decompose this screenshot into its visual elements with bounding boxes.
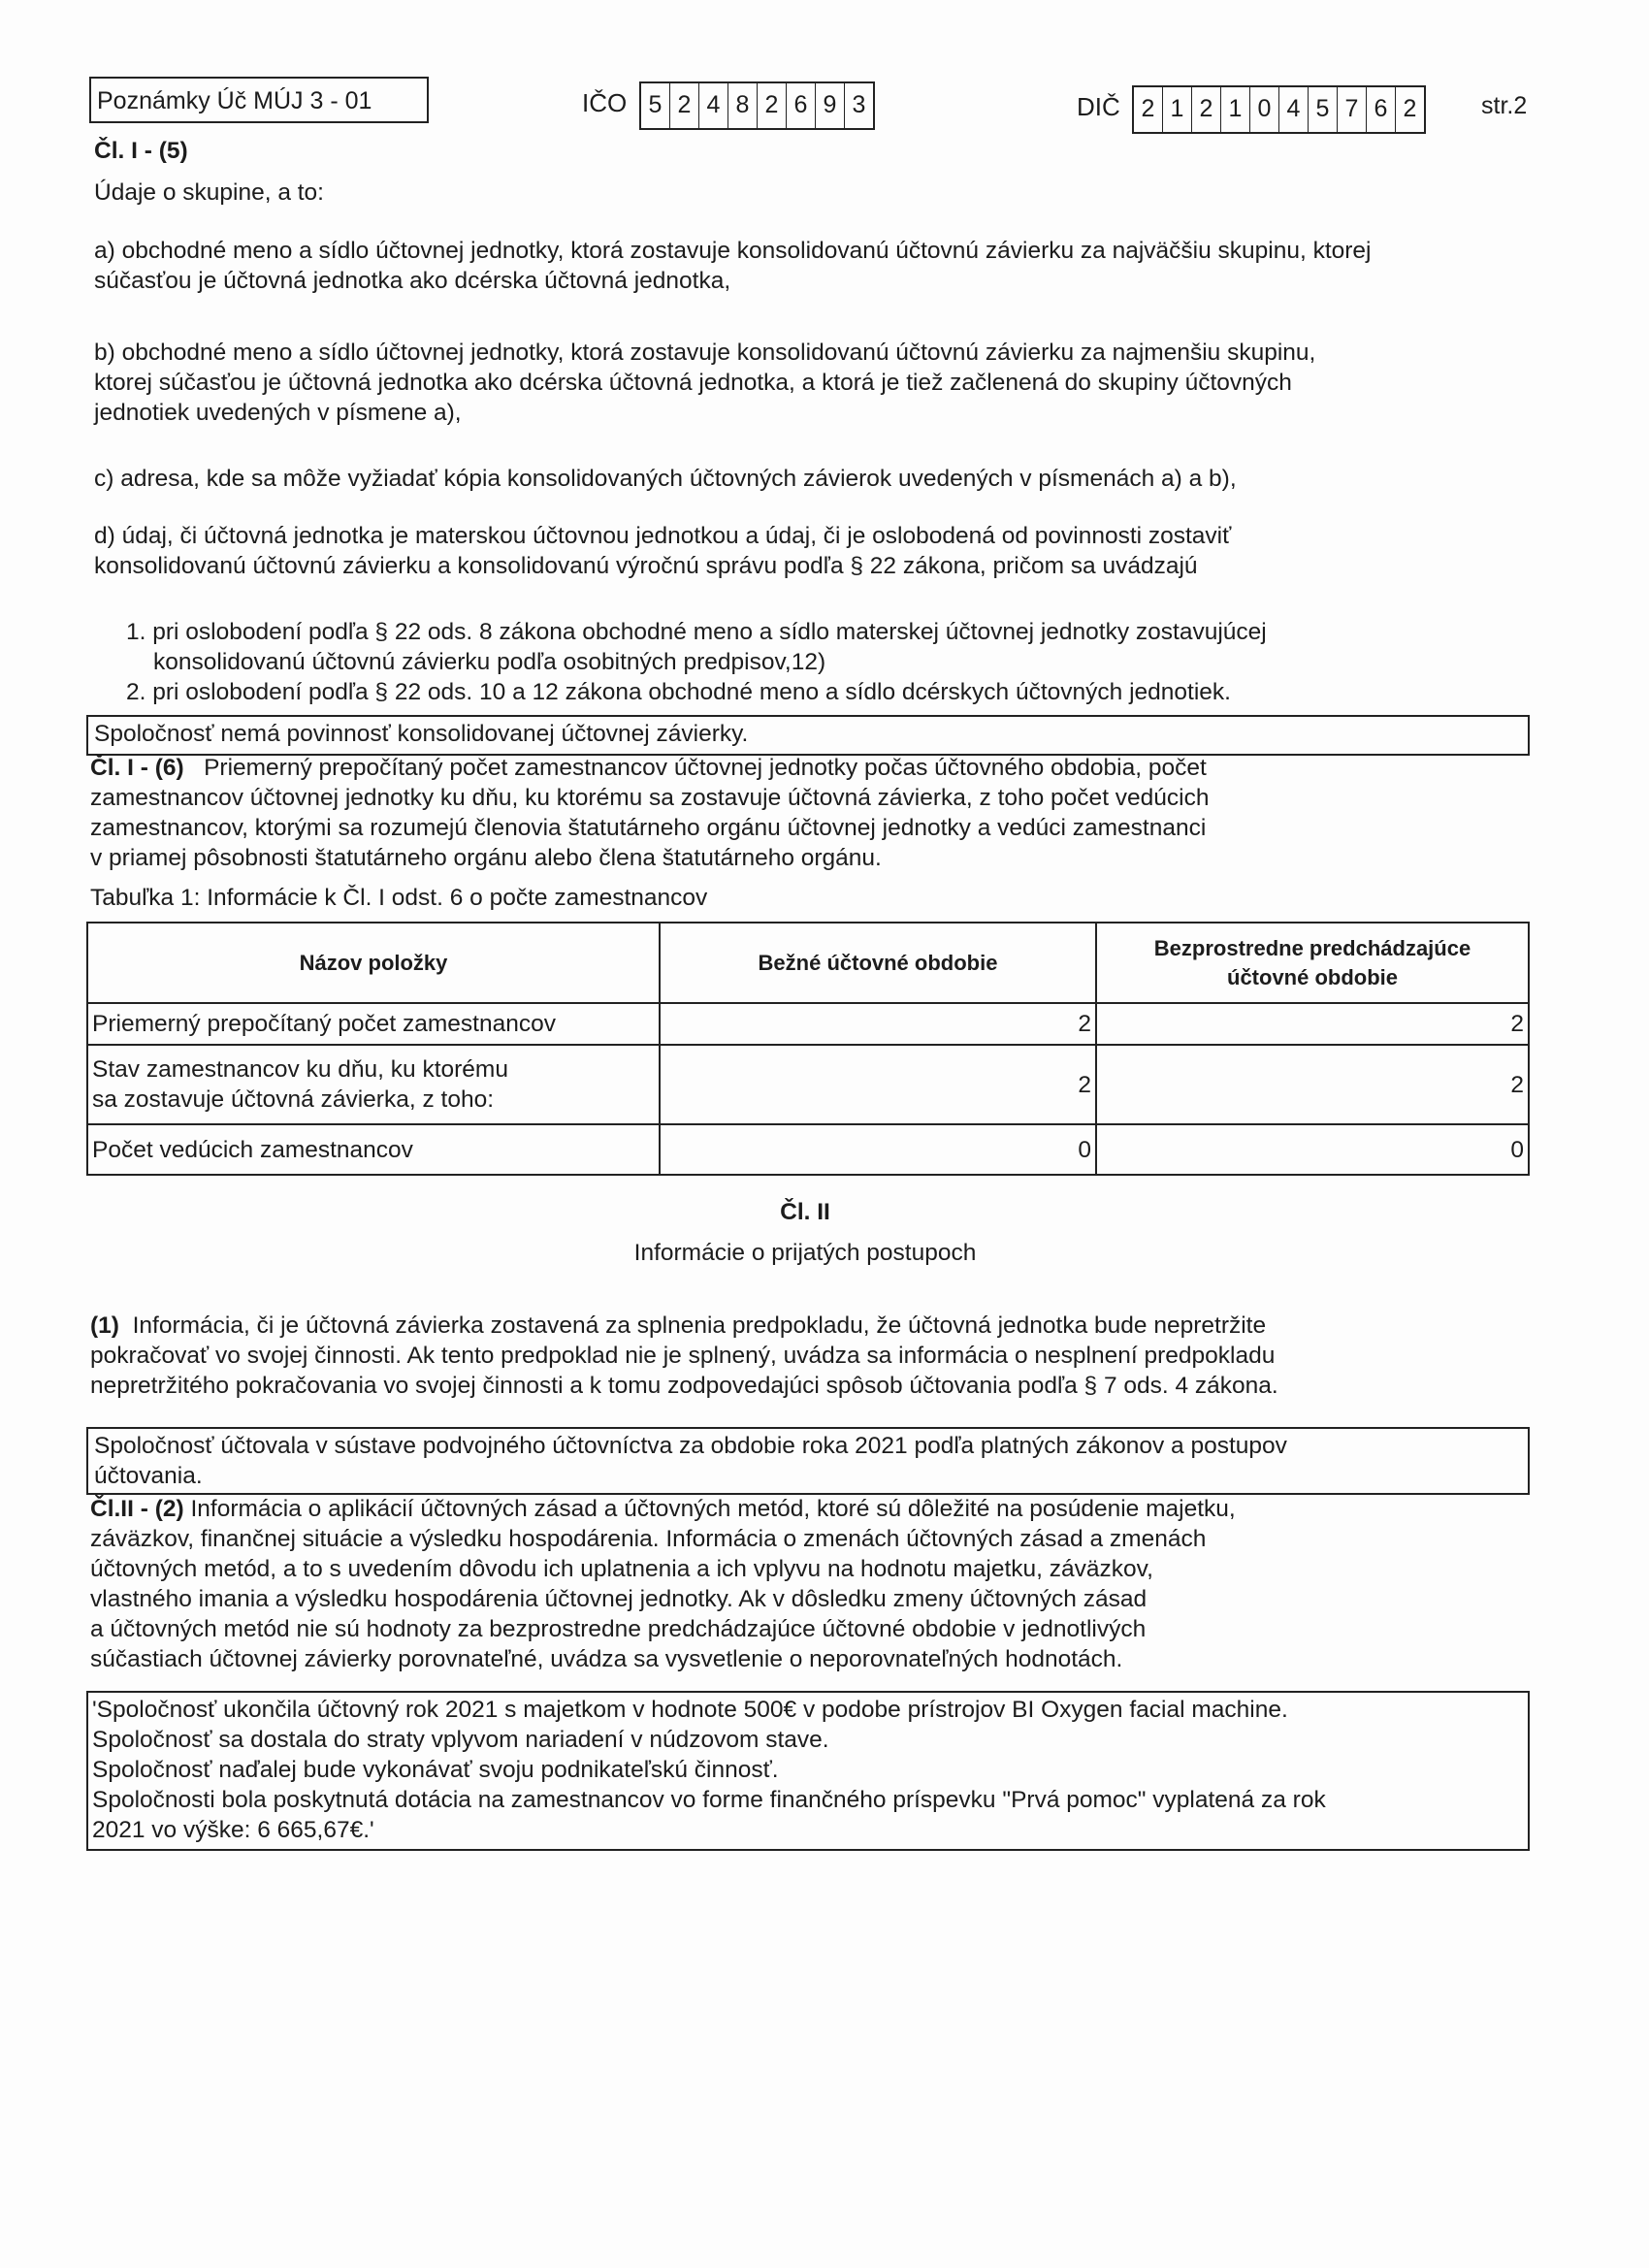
text-line: Informácia o aplikácií účtovných zásad a účtovných metód, ktoré sú dôležité na posúdenie majetku, xyxy=(190,1496,1236,1522)
text-line: účtovných metód, a to s uvedením dôvodu ich uplatnenia a ich vplyvu na hodnotu majetku, záväzkov, xyxy=(90,1556,1153,1582)
text-line: Spoločnosť účtovala v sústave podvojného účtovníctva za obdobie roka 2021 podľa platných zákonov a postupov xyxy=(94,1433,1287,1459)
digit-cell: 4 xyxy=(699,83,728,128)
digit-cell: 2 xyxy=(1403,95,1417,122)
text-line: Informácia, či je účtovná závierka zostavená za splnenia predpokladu, že účtovná jednotka bude nepretržite xyxy=(132,1312,1267,1339)
form-label: Poznámky Úč MÚJ 3 - 01 xyxy=(89,77,429,123)
text-line: záväzkov, finančnej situácie a výsledku hospodárenia. Informácia o zmenách účtovných zásad a zmenách xyxy=(90,1526,1207,1552)
text-line: vlastného imania a výsledku hospodárenia účtovnej jednotky. Ak v dôsledku zmeny účtovných zásad xyxy=(90,1586,1148,1612)
digit-cell: 2 xyxy=(758,83,787,128)
answer-box xyxy=(86,1427,1530,1495)
page-number: str.2 xyxy=(1481,92,1528,119)
text-line: Spoločnosť naďalej bude vykonávať svoju podnikateľskú činnosť. xyxy=(92,1757,779,1783)
digit-cell: 6 xyxy=(787,83,816,128)
previous-value: 0 xyxy=(1096,1124,1529,1175)
text-line: zamestnancov účtovnej jednotky ku dňu, ku ktorému sa zostavuje účtovná závierka, z toho počet vedúcich xyxy=(90,785,1210,811)
dic-label: DIČ xyxy=(1077,92,1120,121)
answer-box xyxy=(86,1691,1530,1851)
text-line: pokračovať vo svojej činnosti. Ak tento predpoklad nie je splnený, uvádza sa informácia o nesplnení predpokladu xyxy=(90,1343,1276,1369)
current-value: 2 xyxy=(660,1003,1096,1045)
digit-cell: 5 xyxy=(1309,87,1338,132)
column-header: Bežné účtovné obdobie xyxy=(660,923,1096,1003)
paragraph-number: (1) xyxy=(90,1312,119,1339)
digit-cell: 1 xyxy=(1221,87,1250,132)
section-6 xyxy=(90,753,1210,873)
text-line: súčasťou je účtovná jednotka ako dcérska účtovná jednotka, xyxy=(94,268,731,294)
text-line: súčastiach účtovnej závierky porovnateľné, uvádza sa vysvetlenie o neporovnateľných hodnotách. xyxy=(90,1646,1123,1672)
column-header: Názov položky xyxy=(87,923,660,1003)
digit-cell: 3 xyxy=(852,91,866,118)
section-title: Čl. I - (5) xyxy=(94,138,188,164)
text-line: Spoločnosť sa dostala do straty vplyvom nariadení v núdzovom stave. xyxy=(92,1727,829,1753)
digit-cell: 5 xyxy=(641,83,670,128)
text-line: a) obchodné meno a sídlo účtovnej jednotky, ktorá zostavuje konsolidovanú účtovnú závierku za najväčšiu skupinu, ktorej xyxy=(94,238,1372,264)
row-label: Počet vedúcich zamestnancov xyxy=(87,1124,660,1175)
text-line: ktorej súčasťou je účtovná jednotka ako dcérska účtovná jednotka, a ktorá je tiež začlenená do skupiny účtovných xyxy=(94,370,1292,396)
text-line: 'Spoločnosť ukončila účtovný rok 2021 s majetkom v hodnote 500€ v podobe prístrojov BI Oxygen facial machine. xyxy=(92,1697,1288,1723)
text-line: konsolidovanú účtovnú závierku podľa osobitných predpisov,12) xyxy=(153,649,826,675)
digit-cell: 4 xyxy=(1279,87,1309,132)
digit-cell: 2 xyxy=(670,83,699,128)
column-header: Bezprostredne predchádzajúce účtovné obdobie xyxy=(1096,923,1529,1003)
digit-cell: 7 xyxy=(1338,87,1367,132)
text-line: 1. pri oslobodení podľa § 22 ods. 8 zákona obchodné meno a sídlo materskej účtovnej jednotky zostavujúcej xyxy=(126,619,1267,645)
item-a xyxy=(94,236,1372,296)
answer-box: Spoločnosť nemá povinnosť konsolidovanej účtovnej závierky. xyxy=(86,715,1530,756)
digit-cell: 2 xyxy=(1192,87,1221,132)
section-title: Čl. I - (6) xyxy=(90,755,184,781)
item-d2: 2. pri oslobodení podľa § 22 ods. 10 a 12 zákona obchodné meno a sídlo dcérskych účtovných jednotiek. xyxy=(126,679,1231,705)
current-value: 0 xyxy=(660,1124,1096,1175)
item-b xyxy=(94,338,1315,428)
item-d1 xyxy=(126,617,1267,677)
text-line: Spoločnosti bola poskytnutá dotácia na zamestnancov vo forme finančného príspevku "Prvá pomoc" vyplatená za rok xyxy=(92,1787,1326,1813)
digit-cell: 0 xyxy=(1250,87,1279,132)
section-intro: Údaje o skupine, a to: xyxy=(94,179,324,206)
text-line: v priamej pôsobnosti štatutárneho orgánu alebo člena štatutárneho orgánu. xyxy=(90,845,882,871)
table-caption: Tabuľka 1: Informácie k Čl. I odst. 6 o počte zamestnancov xyxy=(90,885,708,911)
paragraph-number: Čl.II - (2) xyxy=(90,1496,184,1522)
employees-table xyxy=(86,922,1530,1176)
table-row xyxy=(87,1124,1529,1175)
text-line: nepretržitého pokračovania vo svojej činnosti a k tomu zodpovedajúci spôsob účtovania podľa § 7 ods. 4 zákona. xyxy=(90,1373,1278,1399)
chapter-title: Čl. II xyxy=(780,1199,830,1225)
paragraph-2 xyxy=(90,1494,1236,1674)
chapter-subtitle: Informácie o prijatých postupoch xyxy=(633,1240,977,1266)
text-line: 2021 vo výške: 6 665,67€.' xyxy=(92,1817,374,1843)
digit-cell: 2 xyxy=(1134,87,1163,132)
digit-cell: 9 xyxy=(816,83,845,128)
text-line: jednotiek uvedených v písmene a), xyxy=(94,400,462,426)
digit-cell: 8 xyxy=(728,83,758,128)
text-line: Priemerný prepočítaný počet zamestnancov účtovnej jednotky počas účtovného obdobia, počet xyxy=(204,755,1207,781)
previous-value: 2 xyxy=(1096,1003,1529,1045)
table-row xyxy=(87,1003,1529,1045)
text-line: zamestnancov, ktorými sa rozumejú členovia štatutárneho orgánu účtovnej jednotky a vedúci zamestnanci xyxy=(90,815,1207,841)
ico-digits xyxy=(639,81,875,130)
ico-label: IČO xyxy=(582,88,628,117)
digit-cell: 1 xyxy=(1163,87,1192,132)
text-line: d) údaj, či účtovná jednotka je materskou účtovnou jednotkou a údaj, či je oslobodená od povinnosti zostaviť xyxy=(94,523,1232,549)
row-label: Stav zamestnancov ku dňu, ku ktorému sa zostavuje účtovná závierka, z toho: xyxy=(87,1045,660,1124)
paragraph-1 xyxy=(90,1311,1278,1401)
text-line: konsolidovanú účtovnú závierku a konsolidovanú výročnú správu podľa § 22 zákona, pričom sa uvádzajú xyxy=(94,553,1198,579)
digit-cell: 6 xyxy=(1367,87,1396,132)
text-line: účtovania. xyxy=(94,1463,203,1489)
dic-digits xyxy=(1132,85,1426,134)
table-header-row xyxy=(87,923,1529,1003)
table-row xyxy=(87,1045,1529,1124)
text-line: a účtovných metód nie sú hodnoty za bezprostredne predchádzajúce účtovné obdobie v jednotlivých xyxy=(90,1616,1147,1642)
item-d xyxy=(94,521,1231,581)
text-line: b) obchodné meno a sídlo účtovnej jednotky, ktorá zostavuje konsolidovanú účtovnú závierku za najmenšiu skupinu, xyxy=(94,340,1316,366)
current-value: 2 xyxy=(660,1045,1096,1124)
item-c: c) adresa, kde sa môže vyžiadať kópia konsolidovaných účtovných závierok uvedených v písmenách a) a b), xyxy=(94,466,1237,492)
previous-value: 2 xyxy=(1096,1045,1529,1124)
row-label: Priemerný prepočítaný počet zamestnancov xyxy=(87,1003,660,1045)
